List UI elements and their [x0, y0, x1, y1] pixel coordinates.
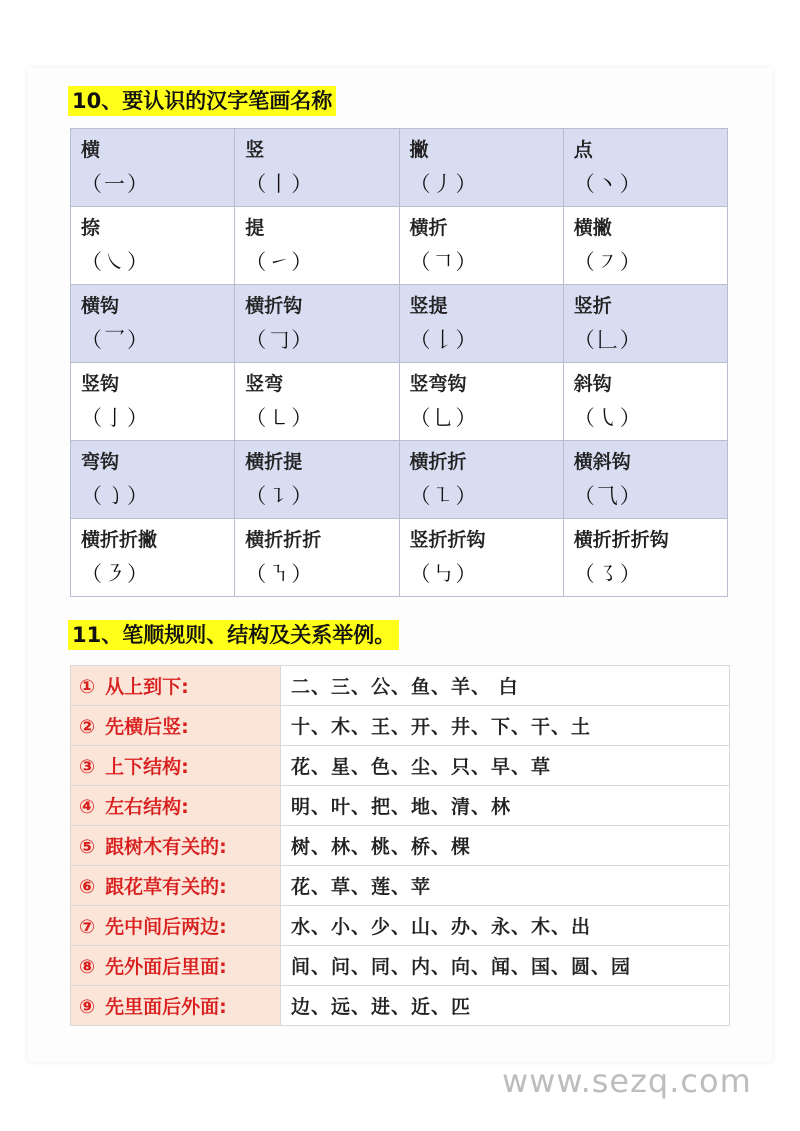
stroke-glyph: （丨）: [245, 172, 315, 196]
stroke-glyph: （𠃍）: [409, 250, 479, 274]
stroke-cell: [399, 129, 563, 207]
stroke-name: 斜钩: [573, 373, 612, 395]
rule-label-cell: [71, 746, 281, 786]
rule-number: ⑦: [79, 916, 96, 938]
rule-row: [71, 946, 730, 986]
rule-row: [71, 786, 730, 826]
stroke-cell: [563, 207, 727, 285]
stroke-glyph: （亅）: [81, 406, 150, 430]
rule-examples: 边、远、进、近、匹: [281, 986, 730, 1026]
rule-row: [71, 986, 730, 1026]
rule-label-cell: [71, 786, 281, 826]
stroke-cell: [399, 441, 563, 519]
stroke-cell: [563, 129, 727, 207]
stroke-cell: [235, 519, 399, 597]
rule-label: 跟树木有关的:: [105, 836, 227, 858]
stroke-row: [71, 363, 728, 441]
stroke-cell: [563, 441, 727, 519]
rule-examples: 间、问、同、内、向、闻、国、圆、园: [281, 946, 730, 986]
stroke-name: 竖: [245, 139, 265, 161]
stroke-name: 横折提: [245, 451, 303, 473]
rule-label-cell: [71, 946, 281, 986]
stroke-name: 横钩: [81, 295, 120, 317]
stroke-glyph: （㇉）: [409, 562, 479, 586]
stroke-name: 竖折折钩: [409, 529, 486, 551]
stroke-row: [71, 441, 728, 519]
rule-label: 从上到下:: [105, 676, 189, 698]
rule-examples: 十、木、王、开、井、下、干、土: [281, 706, 730, 746]
stroke-name: 点: [573, 139, 593, 161]
stroke-order-rules-table: [70, 665, 730, 1026]
rule-row: [71, 866, 730, 906]
stroke-glyph: （㇎）: [245, 562, 315, 586]
rule-label-cell: [71, 906, 281, 946]
stroke-glyph: （㇄）: [245, 406, 315, 430]
stroke-glyph: （𠄌）: [409, 328, 479, 352]
stroke-glyph: （㇋）: [81, 562, 150, 586]
rule-label: 跟花草有关的:: [105, 876, 227, 898]
stroke-glyph: （一）: [81, 172, 150, 196]
rule-row: [71, 826, 730, 866]
stroke-glyph: （㇂）: [573, 406, 643, 430]
stroke-cell: [71, 129, 235, 207]
stroke-cell: [71, 207, 235, 285]
stroke-glyph: （丶）: [573, 172, 643, 196]
stroke-cell: [399, 207, 563, 285]
rule-number: ②: [79, 716, 96, 738]
rule-label: 先中间后两边:: [105, 916, 227, 938]
stroke-row: [71, 519, 728, 597]
stroke-glyph: （㇇）: [573, 250, 643, 274]
stroke-row: [71, 129, 728, 207]
rule-number: ③: [79, 756, 96, 778]
rule-row: [71, 906, 730, 946]
stroke-name: 提: [245, 217, 265, 239]
rule-label-cell: [71, 666, 281, 706]
stroke-cell: [235, 129, 399, 207]
stroke-glyph: （㇀）: [245, 250, 315, 274]
stroke-names-table: [70, 128, 728, 597]
rule-number: ⑧: [79, 956, 96, 978]
rule-examples: 二、三、公、鱼、羊、 白: [281, 666, 730, 706]
stroke-glyph: （㇊）: [245, 484, 315, 508]
rule-row: [71, 746, 730, 786]
stroke-cell: [71, 519, 235, 597]
stroke-cell: [399, 285, 563, 363]
rule-examples: 水、小、少、山、办、永、木、出: [281, 906, 730, 946]
stroke-name: 竖弯钩: [409, 373, 467, 395]
section-11-title: 11、笔顺规则、结构及关系举例。: [68, 620, 399, 650]
stroke-name: 捺: [81, 217, 101, 239]
stroke-name: 横折折撇: [81, 529, 158, 551]
rule-examples: 明、叶、把、地、清、林: [281, 786, 730, 826]
stroke-cell: [235, 207, 399, 285]
stroke-glyph: （㇅）: [409, 484, 479, 508]
rule-number: ⑨: [79, 996, 96, 1018]
stroke-cell: [235, 285, 399, 363]
rule-label: 先外面后里面:: [105, 956, 227, 978]
stroke-glyph: （𠃌）: [245, 328, 315, 352]
section-10-title: 10、要认识的汉字笔画名称: [68, 86, 336, 116]
stroke-cell: [71, 441, 235, 519]
rule-row: [71, 666, 730, 706]
stroke-name: 横折折: [409, 451, 467, 473]
stroke-name: 撇: [409, 139, 429, 161]
stroke-name: 横折折折: [245, 529, 322, 551]
stroke-cell: [563, 363, 727, 441]
stroke-name: 竖提: [409, 295, 448, 317]
stroke-glyph: （㇏）: [81, 250, 150, 274]
rule-label: 先横后竖:: [105, 716, 189, 738]
stroke-name: 横斜钩: [573, 451, 631, 473]
rule-row: [71, 706, 730, 746]
rule-label: 先里面后外面:: [105, 996, 227, 1018]
rule-examples: 树、林、桃、桥、棵: [281, 826, 730, 866]
stroke-name: 横折: [409, 217, 448, 239]
rule-label-cell: [71, 986, 281, 1026]
rule-label-cell: [71, 706, 281, 746]
stroke-cell: [563, 519, 727, 597]
stroke-glyph: （乚）: [409, 406, 479, 430]
stroke-name: 横折折折钩: [573, 529, 669, 551]
stroke-name: 竖钩: [81, 373, 120, 395]
rule-number: ⑥: [79, 876, 96, 898]
stroke-name: 横撇: [573, 217, 612, 239]
stroke-row: [71, 285, 728, 363]
stroke-glyph: （⺄）: [573, 484, 643, 508]
stroke-name: 横折钩: [245, 295, 303, 317]
rule-examples: 花、星、色、尘、只、早、草: [281, 746, 730, 786]
rule-number: ⑤: [79, 836, 96, 858]
rule-number: ①: [79, 676, 96, 698]
stroke-cell: [563, 285, 727, 363]
stroke-name: 横: [81, 139, 101, 161]
stroke-glyph: （㇁）: [81, 484, 150, 508]
stroke-cell: [71, 363, 235, 441]
rule-label-cell: [71, 866, 281, 906]
rule-label: 左右结构:: [105, 796, 189, 818]
rule-label: 上下结构:: [105, 756, 189, 778]
watermark: www.sezq.com: [502, 1062, 752, 1100]
stroke-cell: [235, 363, 399, 441]
rule-number: ④: [79, 796, 96, 818]
stroke-row: [71, 207, 728, 285]
stroke-cell: [399, 363, 563, 441]
stroke-glyph: （丿）: [409, 172, 479, 196]
stroke-glyph: （㇌）: [573, 562, 643, 586]
rule-label-cell: [71, 826, 281, 866]
stroke-cell: [235, 441, 399, 519]
rule-examples: 花、草、莲、苹: [281, 866, 730, 906]
stroke-cell: [399, 519, 563, 597]
stroke-name: 竖折: [573, 295, 612, 317]
stroke-glyph: （𠃊）: [573, 328, 643, 352]
stroke-name: 弯钩: [81, 451, 120, 473]
stroke-glyph: （乛）: [81, 328, 150, 352]
stroke-cell: [71, 285, 235, 363]
stroke-name: 竖弯: [245, 373, 284, 395]
